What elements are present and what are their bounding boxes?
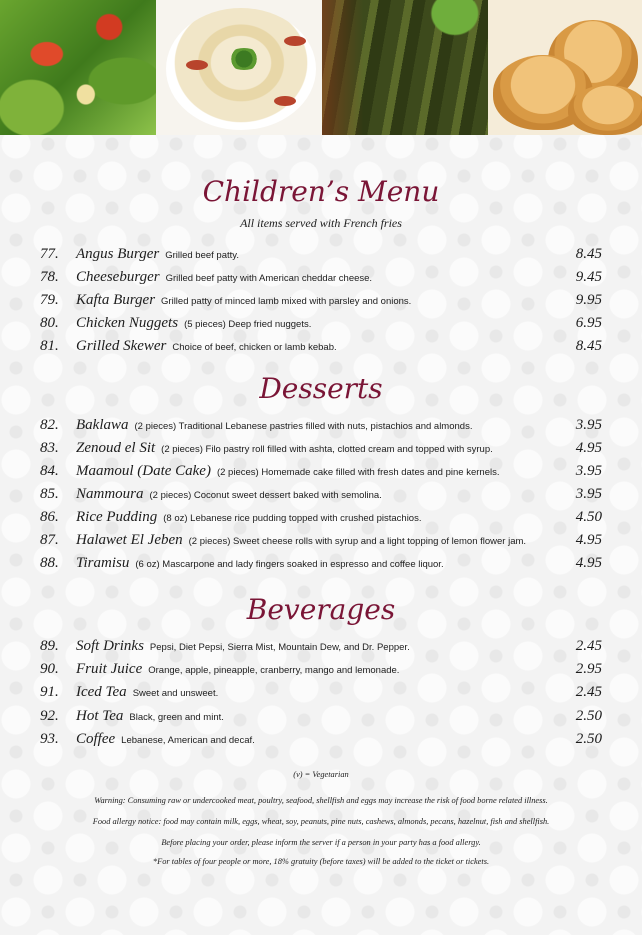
item-name-line: [76, 246, 239, 263]
item-price: 2.45: [575, 638, 602, 654]
header-photo-strip: [0, 0, 642, 135]
item-number: 81.: [40, 338, 59, 354]
item-name: Rice Pudding: [76, 509, 158, 525]
item-number: 92.: [40, 707, 59, 724]
item-name: Angus Burger: [76, 246, 160, 262]
item-description: (2 pieces) Traditional Lebanese pastries filled with nuts, pistachios and almonds.: [134, 421, 473, 432]
item-name: Fruit Juice: [76, 661, 143, 678]
menu-item-row: [0, 269, 642, 289]
desserts-title: Desserts: [259, 372, 383, 405]
item-description: (8 oz) Lebanese rice pudding topped with crushed pistachios.: [163, 513, 422, 524]
item-name: Coffee: [76, 730, 116, 747]
item-name: Halawet El Jeben: [76, 532, 183, 548]
item-description: Choice of beef, chicken or lamb kebab.: [172, 342, 337, 353]
item-price: 4.95: [575, 555, 602, 571]
item-name-line: [76, 440, 493, 457]
item-number: 87.: [40, 532, 59, 548]
item-name-line: [76, 684, 218, 701]
item-name: Nammoura: [76, 486, 144, 502]
item-price: 2.50: [575, 707, 602, 724]
item-description: Sweet and unsweet.: [132, 688, 219, 700]
menu-item-row: [0, 463, 642, 483]
item-name: Maamoul (Date Cake): [76, 463, 211, 479]
item-name-line: [76, 417, 472, 434]
item-name-line: [76, 731, 255, 748]
fatayer-photo: [488, 0, 642, 135]
menu-item-row: [0, 555, 642, 575]
item-description: (2 pieces) Homemade cake filled with fresh dates and pine kernels.: [216, 467, 500, 478]
gratuity-note: *For tables of four people or more, 18% gratuity (before taxes) will be added to the ticket or tickets.: [152, 857, 490, 866]
menu-item-row: [0, 246, 642, 266]
item-number: 88.: [40, 555, 59, 571]
item-name-line: [76, 292, 411, 309]
item-number: 83.: [40, 440, 59, 456]
item-description: Black, green and mint.: [129, 711, 224, 723]
item-number: 84.: [40, 463, 59, 479]
item-number: 82.: [40, 417, 59, 433]
item-price: 4.95: [575, 440, 602, 456]
item-name-line: [76, 509, 421, 526]
grape-leaves-photo: [322, 0, 488, 135]
menu-item-row: [0, 708, 642, 728]
item-description: Lebanese, American and decaf.: [121, 734, 255, 746]
vegetarian-note: (v) = Vegetarian: [293, 770, 349, 779]
item-name-line: [76, 338, 337, 355]
item-description: (5 pieces) Deep fried nuggets.: [184, 319, 312, 330]
allergy-note: Food allergy notice: food may contain milk, eggs, wheat, soy, peanuts, pine nuts, cashews, almonds, pecans, hazelnut, fish and shellfish.: [92, 817, 550, 826]
menu-item-row: [0, 315, 642, 335]
menu-item-row: [0, 338, 642, 358]
item-description: Grilled patty of minced lamb mixed with parsley and onions.: [161, 296, 412, 307]
item-name: Chicken Nuggets: [76, 315, 179, 331]
warning-note: Warning: Consuming raw or undercooked meat, poultry, seafood, shellfish and eggs may increase the risk of food borne related illness.: [94, 796, 548, 805]
item-price: 2.95: [575, 661, 602, 678]
item-price: 9.95: [575, 292, 602, 308]
menu-item-row: [0, 440, 642, 460]
menu-item-row: [0, 509, 642, 529]
item-description: (2 pieces) Coconut sweet dessert baked with semolina.: [149, 490, 382, 501]
item-description: Grilled beef patty.: [165, 250, 239, 261]
menu-item-row: [0, 731, 642, 751]
item-number: 78.: [40, 269, 59, 285]
beverages-title: Beverages: [246, 593, 396, 626]
item-number: 86.: [40, 509, 59, 525]
item-name-line: [76, 555, 444, 572]
menu-item-row: [0, 684, 642, 704]
item-name: Zenoud el Sit: [76, 440, 156, 456]
item-price: 8.45: [575, 246, 602, 262]
item-name: Soft Drinks: [76, 638, 144, 654]
item-name-line: [76, 315, 311, 332]
item-price: 4.95: [575, 532, 602, 548]
item-name: Hot Tea: [76, 707, 124, 724]
item-number: 80.: [40, 315, 59, 331]
childrens-menu-title: Children’s Menu: [202, 175, 440, 208]
item-description: (2 pieces) Filo pastry roll filled with ashta, clotted cream and topped with syrup.: [161, 444, 493, 455]
salad-photo: [0, 0, 156, 135]
item-name: Baklawa: [76, 417, 129, 433]
menu-item-row: [0, 661, 642, 681]
item-number: 90.: [40, 661, 59, 678]
item-name-line: [76, 708, 224, 725]
item-description: (2 pieces) Sweet cheese rolls with syrup and a light topping of lemon flower jam.: [188, 536, 527, 547]
item-name: Grilled Skewer: [76, 338, 167, 354]
item-price: 6.95: [575, 315, 602, 331]
item-number: 79.: [40, 292, 59, 308]
item-price: 8.45: [575, 338, 602, 354]
item-name: Cheeseburger: [76, 269, 160, 285]
item-price: 3.95: [575, 486, 602, 502]
item-price: 9.45: [575, 269, 602, 285]
childrens-menu-subtitle: All items served with French fries: [240, 216, 402, 230]
item-name-line: [76, 532, 526, 549]
item-name-line: [76, 269, 372, 286]
item-description: (6 oz) Mascarpone and lady fingers soaked in espresso and coffee liquor.: [135, 559, 444, 570]
item-name: Kafta Burger: [76, 292, 156, 308]
item-description: Grilled beef patty with American cheddar cheese.: [165, 273, 373, 284]
item-name: Tiramisu: [76, 555, 130, 571]
inform-server-note: Before placing your order, please inform the server if a person in your party has a food allergy.: [161, 838, 481, 847]
menu-item-row: [0, 532, 642, 552]
menu-item-row: [0, 486, 642, 506]
item-description: Orange, apple, pineapple, cranberry, mango and lemonade.: [148, 665, 400, 677]
menu-item-row: [0, 638, 642, 658]
item-number: 89.: [40, 638, 59, 654]
item-number: 77.: [40, 246, 59, 262]
item-name-line: [76, 486, 382, 503]
item-description: Pepsi, Diet Pepsi, Sierra Mist, Mountain Dew, and Dr. Pepper.: [149, 642, 410, 653]
item-number: 93.: [40, 730, 59, 747]
item-name-line: [76, 661, 399, 678]
item-number: 85.: [40, 486, 59, 502]
item-price: 3.95: [575, 463, 602, 479]
item-price: 4.50: [575, 509, 602, 525]
item-price: 2.45: [575, 684, 602, 701]
menu-item-row: [0, 292, 642, 312]
menu-item-row: [0, 417, 642, 437]
item-name-line: [76, 463, 499, 480]
item-name: Iced Tea: [76, 684, 127, 701]
hummus-photo: [156, 0, 322, 135]
item-price: 2.50: [575, 730, 602, 747]
item-number: 91.: [40, 684, 59, 701]
item-price: 3.95: [575, 417, 602, 433]
item-name-line: [76, 638, 410, 655]
